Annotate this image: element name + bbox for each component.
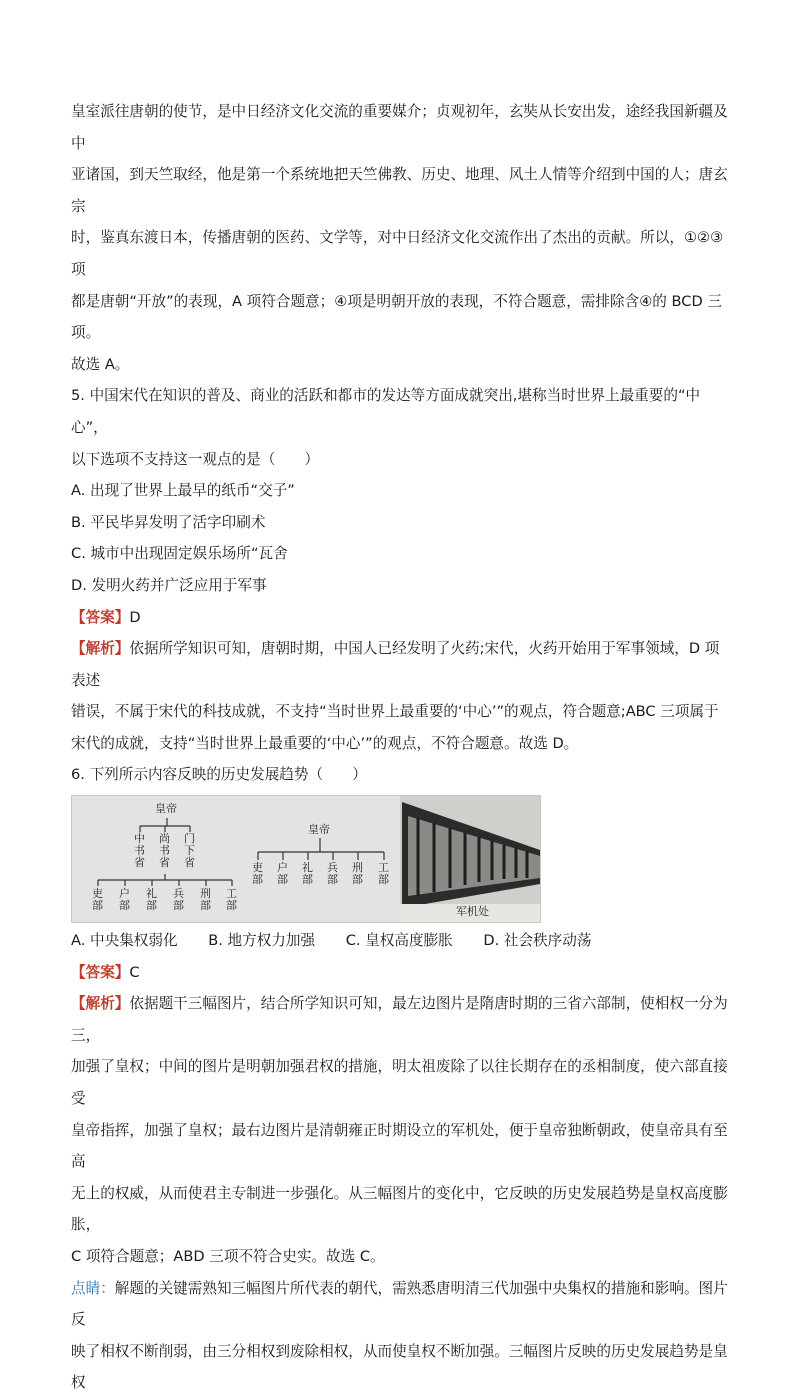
answer-line bbox=[71, 602, 731, 634]
option-c: C. 皇权高度膨胀 bbox=[345, 932, 453, 950]
text-line: 都是唐朝“开放”的表现，A 项符合题意；④项是明朝开放的表现，不符合题意，需排除含④的 BCD 三项。 bbox=[71, 292, 722, 342]
note-label: 点睛： bbox=[71, 1279, 115, 1297]
option-c: C. 城市中出现固定娱乐场所“瓦舍 bbox=[71, 545, 288, 563]
question-6 bbox=[71, 759, 731, 1399]
left-bu-1: 吏部 bbox=[92, 887, 103, 913]
figure-labels bbox=[72, 796, 540, 922]
left-bu-5: 刑部 bbox=[200, 887, 211, 913]
left-emperor-label: 皇帝 bbox=[155, 802, 177, 816]
text-line: 亚诸国，到天竺取经，他是第一个系统地把天竺佛教、历史、地理、风土人情等介绍到中国的人；唐玄宗 bbox=[71, 166, 728, 215]
analysis-label: 【解析】 bbox=[71, 995, 130, 1013]
analysis-text: 依据题干三幅图片，结合所学知识可知，最左边图片是隋唐时期的三省六部制，使相权一分为三， bbox=[71, 995, 728, 1044]
analysis-text: 依据所学知识可知，唐朝时期，中国人已经发明了火药;宋代，火药开始用于军事领域，D 项表述 bbox=[71, 640, 720, 689]
analysis-line: 错误，不属于宋代的科技成就，不支持“当时世界上最重要的‘中心’”的观点，符合题意;ABC 三项属于 bbox=[71, 703, 719, 721]
left-bu-4: 兵部 bbox=[173, 887, 184, 913]
question-stem: 以下选项不支持这一观点的是（ ） bbox=[71, 450, 320, 468]
analysis-line: 无上的权威，从而使君主专制进一步强化。从三幅图片的变化中，它反映的历史发展趋势是皇权高度膨胀， bbox=[71, 1184, 728, 1234]
options-row bbox=[71, 925, 731, 957]
option-d: D. 社会秩序动荡 bbox=[483, 932, 592, 950]
text-line: 皇室派往唐朝的使节，是中日经济文化交流的重要媒介；贞观初年，玄奘从长安出发，途经我国新疆及中 bbox=[71, 103, 728, 152]
question-stem: 6. 下列所示内容反映的历史发展趋势（ ） bbox=[71, 766, 367, 784]
option-d: D. 发明火药并广泛应用于军事 bbox=[71, 576, 267, 594]
answer-line bbox=[71, 957, 731, 989]
answer-value: D bbox=[129, 608, 141, 626]
mid-bu-3: 礼部 bbox=[302, 861, 313, 887]
mid-bu-5: 刑部 bbox=[352, 861, 363, 887]
text-line: 时，鉴真东渡日本，传播唐朝的医药、文学等，对中日经济文化交流作出了杰出的贡献。所以，①②③项 bbox=[71, 229, 724, 278]
junjichu-caption: 军机处 bbox=[456, 905, 489, 919]
left-bu-6: 工部 bbox=[226, 887, 237, 913]
text-line: 故选 A。 bbox=[71, 355, 130, 373]
mid-bu-6: 工部 bbox=[378, 861, 389, 887]
page-content bbox=[71, 96, 731, 1399]
mid-bu-1: 吏部 bbox=[252, 861, 263, 887]
analysis-line bbox=[71, 633, 731, 696]
question-5 bbox=[71, 380, 731, 759]
left-sansheng-1: 中书省 bbox=[134, 832, 145, 870]
note-line: 映了相权不断削弱，由三分相权到废除相权，从而使皇权不断加强。三幅图片反映的历史发展趋势是皇权 bbox=[71, 1342, 728, 1392]
question-stem: 5. 中国宋代在知识的普及、商业的活跃和都市的发达等方面成就突出,堪称当时世界上最重要的“中心”， bbox=[71, 387, 701, 436]
mid-bu-4: 兵部 bbox=[327, 861, 338, 887]
question-figure bbox=[71, 795, 541, 923]
left-bu-2: 户部 bbox=[119, 887, 130, 913]
intro-paragraph bbox=[71, 96, 731, 380]
answer-label: 【答案】 bbox=[71, 963, 130, 981]
answer-value: C bbox=[129, 963, 140, 981]
mid-bu-2: 户部 bbox=[277, 861, 288, 887]
left-sansheng-2: 尚书省 bbox=[159, 832, 170, 870]
analysis-line: 宋代的成就，支持“当时世界上最重要的‘中心’”的观点，不符合题意。故选 D。 bbox=[71, 734, 579, 752]
analysis-line bbox=[71, 988, 731, 1051]
note-line bbox=[71, 1273, 731, 1336]
analysis-line: C 项符合题意；ABD 三项不符合史实。故选 C。 bbox=[71, 1248, 385, 1265]
answer-label: 【答案】 bbox=[71, 608, 130, 626]
left-bu-3: 礼部 bbox=[146, 887, 157, 913]
left-sansheng-3: 门下省 bbox=[184, 832, 195, 870]
analysis-line: 皇帝指挥，加强了皇权；最右边图片是清朝雍正时期设立的军机处，便于皇帝独断朝政，使皇帝具有至高 bbox=[71, 1121, 728, 1171]
option-a: A. 出现了世界上最早的纸币“交子” bbox=[71, 482, 295, 500]
analysis-label: 【解析】 bbox=[71, 640, 130, 658]
analysis-line: 加强了皇权；中间的图片是明朝加强君权的措施，明太祖废除了以往长期存在的丞相制度，使六部直接受 bbox=[71, 1058, 728, 1108]
option-b: B. 地方权力加强 bbox=[208, 932, 316, 950]
mid-emperor-label: 皇帝 bbox=[308, 823, 330, 837]
note-text: 解题的关键需熟知三幅图片所代表的朝代，需熟悉唐明清三代加强中央集权的措施和影响。图片反 bbox=[71, 1279, 728, 1329]
option-a: A. 中央集权弱化 bbox=[71, 932, 178, 950]
option-b: B. 平民毕昇发明了活字印刷术 bbox=[71, 513, 266, 531]
